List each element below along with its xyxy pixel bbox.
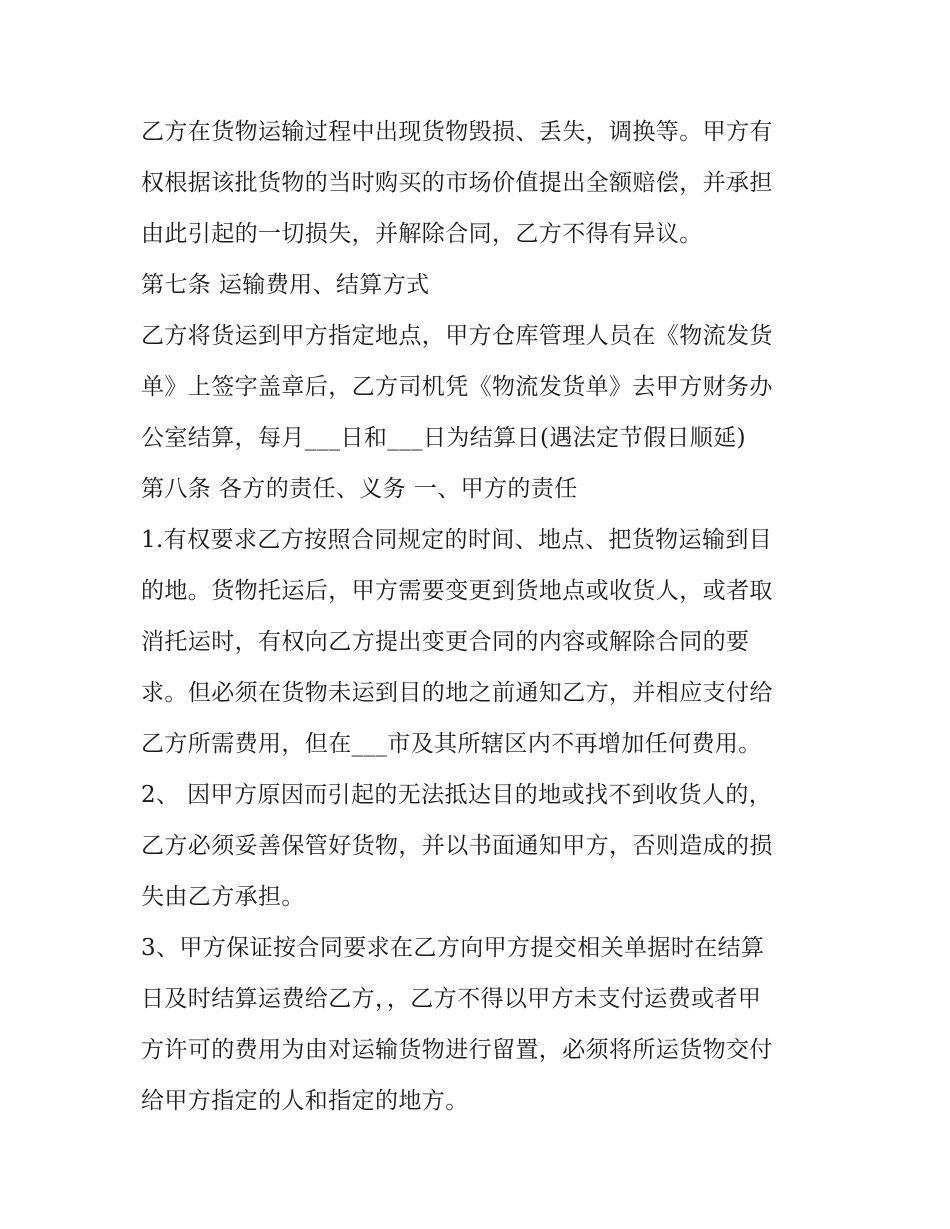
text-line: 乙方所需费用，但在___市及其所辖区内不再增加任何费用。 (141, 731, 762, 757)
text-line: 2、 因甲方原因而引起的无法抵达目的地或找不到收货人的， (141, 782, 773, 808)
text-line: 单》上签字盖章后，乙方司机凭《物流发货单》去甲方财务办 (141, 374, 773, 400)
text-line: 给甲方指定的人和指定的地方。 (141, 1088, 469, 1114)
text-line: 乙方必须妥善保管好货物，并以书面通知甲方，否则造成的损 (141, 833, 773, 859)
section-heading-article-8: 第八条 各方的责任、义务 一、甲方的责任 (141, 476, 578, 502)
text-line: 方许可的费用为由对运输货物进行留置，必须将所运货物交付 (141, 1037, 773, 1063)
section-heading-article-7: 第七条 运输费用、结算方式 (141, 272, 430, 298)
text-line: 权根据该批货物的当时购买的市场价值提出全额赔偿，并承担 (141, 170, 773, 196)
text-line: 日及时结算运费给乙方，，乙方不得以甲方未支付运费或者甲 (141, 986, 762, 1012)
text-line: 失由乙方承担。 (141, 884, 305, 910)
text-line: 1.有权要求乙方按照合同规定的时间、地点、把货物运输到目 (141, 527, 773, 553)
text-line: 由此引起的一切损失，并解除合同，乙方不得有异议。 (141, 221, 703, 247)
text-line: 求。但必须在货物未运到目的地之前通知乙方，并相应支付给 (141, 680, 773, 706)
text-line: 乙方在货物运输过程中出现货物毁损、丢失，调换等。甲方有 (141, 119, 773, 145)
text-line: 公室结算，每月___日和___日为结算日(遇法定节假日顺延) (141, 425, 746, 451)
text-line: 3、甲方保证按合同要求在乙方向甲方提交相关单据时在结算 (141, 935, 765, 961)
text-line: 的地。货物托运后，甲方需要变更到货地点或收货人，或者取 (141, 578, 773, 604)
text-line: 消托运时，有权向乙方提出变更合同的内容或解除合同的要 (141, 629, 750, 655)
text-line: 乙方将货运到甲方指定地点，甲方仓库管理人员在《物流发货 (141, 323, 773, 349)
document-body (141, 107, 821, 1127)
